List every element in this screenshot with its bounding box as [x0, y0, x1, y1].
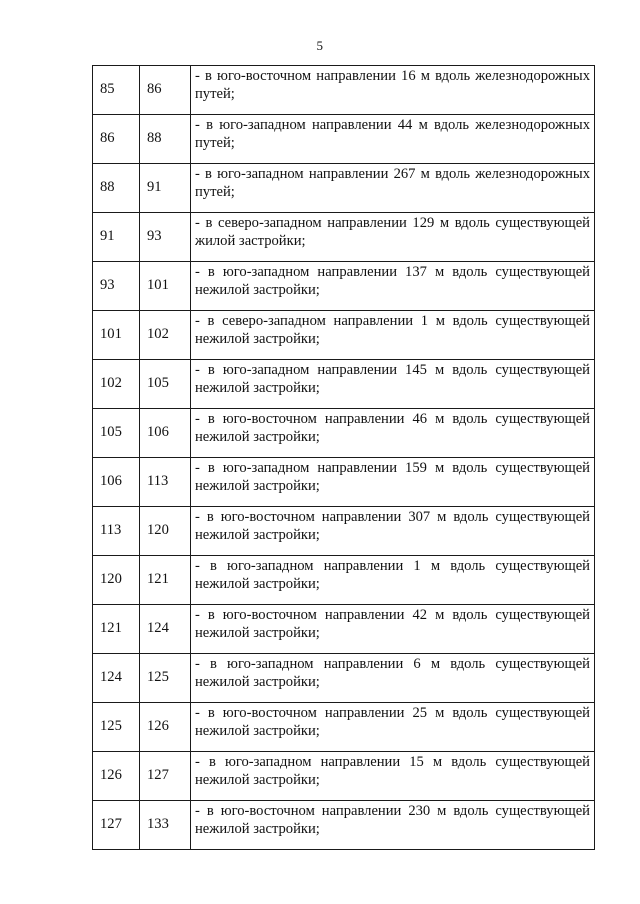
- table-row: [93, 66, 595, 115]
- point-from-cell: 88: [93, 164, 140, 213]
- point-to-cell: 126: [140, 703, 191, 752]
- segment-description-cell: - в юго-восточном направлении 25 м вдоль существующей нежилой застройки;: [191, 703, 595, 752]
- point-from-cell: 85: [93, 66, 140, 115]
- point-to-cell: 91: [140, 164, 191, 213]
- point-from-cell: 120: [93, 556, 140, 605]
- segment-description-cell: - в юго-западном направлении 15 м вдоль существующей нежилой застройки;: [191, 752, 595, 801]
- segment-description-cell: - в юго-восточном направлении 46 м вдоль существующей нежилой застройки;: [191, 409, 595, 458]
- point-from-cell: 126: [93, 752, 140, 801]
- point-from-cell: 113: [93, 507, 140, 556]
- table-row: [93, 507, 595, 556]
- table-row: [93, 752, 595, 801]
- segment-description-cell: - в юго-западном направлении 6 м вдоль существующей нежилой застройки;: [191, 654, 595, 703]
- point-from-cell: 91: [93, 213, 140, 262]
- point-to-cell: 120: [140, 507, 191, 556]
- point-to-cell: 127: [140, 752, 191, 801]
- table-row: [93, 605, 595, 654]
- table-row: [93, 213, 595, 262]
- segment-description-cell: - в северо-западном направлении 129 м вдоль существующей жилой застройки;: [191, 213, 595, 262]
- point-from-cell: 105: [93, 409, 140, 458]
- point-to-cell: 93: [140, 213, 191, 262]
- segment-description-cell: - в юго-восточном направлении 16 м вдоль железнодорожных путей;: [191, 66, 595, 115]
- boundary-table: [92, 65, 595, 850]
- segment-description-cell: - в юго-восточном направлении 42 м вдоль существующей нежилой застройки;: [191, 605, 595, 654]
- point-to-cell: 121: [140, 556, 191, 605]
- table-row: [93, 703, 595, 752]
- point-from-cell: 121: [93, 605, 140, 654]
- table-row: [93, 654, 595, 703]
- point-from-cell: 124: [93, 654, 140, 703]
- point-to-cell: 106: [140, 409, 191, 458]
- table-row: [93, 801, 595, 850]
- page-number: 5: [316, 38, 324, 53]
- point-to-cell: 102: [140, 311, 191, 360]
- point-from-cell: 93: [93, 262, 140, 311]
- segment-description-cell: - в юго-западном направлении 267 м вдоль железнодорожных путей;: [191, 164, 595, 213]
- table-row: [93, 556, 595, 605]
- table-row: [93, 311, 595, 360]
- point-from-cell: 102: [93, 360, 140, 409]
- point-from-cell: 106: [93, 458, 140, 507]
- segment-description-cell: - в юго-восточном направлении 230 м вдоль существующей нежилой застройки;: [191, 801, 595, 850]
- point-from-cell: 101: [93, 311, 140, 360]
- segment-description-cell: - в юго-западном направлении 44 м вдоль железнодорожных путей;: [191, 115, 595, 164]
- point-from-cell: 86: [93, 115, 140, 164]
- table-row: [93, 360, 595, 409]
- point-from-cell: 127: [93, 801, 140, 850]
- table-row: [93, 262, 595, 311]
- point-to-cell: 105: [140, 360, 191, 409]
- point-to-cell: 101: [140, 262, 191, 311]
- segment-description-cell: - в юго-западном направлении 159 м вдоль существующей нежилой застройки;: [191, 458, 595, 507]
- table-row: [93, 115, 595, 164]
- boundary-table-body: [93, 66, 595, 850]
- table-row: [93, 164, 595, 213]
- segment-description-cell: - в юго-западном направлении 145 м вдоль существующей нежилой застройки;: [191, 360, 595, 409]
- table-row: [93, 458, 595, 507]
- point-to-cell: 125: [140, 654, 191, 703]
- point-from-cell: 125: [93, 703, 140, 752]
- table-row: [93, 409, 595, 458]
- segment-description-cell: - в юго-западном направлении 137 м вдоль существующей нежилой застройки;: [191, 262, 595, 311]
- point-to-cell: 124: [140, 605, 191, 654]
- point-to-cell: 113: [140, 458, 191, 507]
- segment-description-cell: - в юго-восточном направлении 307 м вдоль существующей нежилой застройки;: [191, 507, 595, 556]
- point-to-cell: 86: [140, 66, 191, 115]
- point-to-cell: 88: [140, 115, 191, 164]
- segment-description-cell: - в северо-западном направлении 1 м вдоль существующей нежилой застройки;: [191, 311, 595, 360]
- point-to-cell: 133: [140, 801, 191, 850]
- segment-description-cell: - в юго-западном направлении 1 м вдоль существующей нежилой застройки;: [191, 556, 595, 605]
